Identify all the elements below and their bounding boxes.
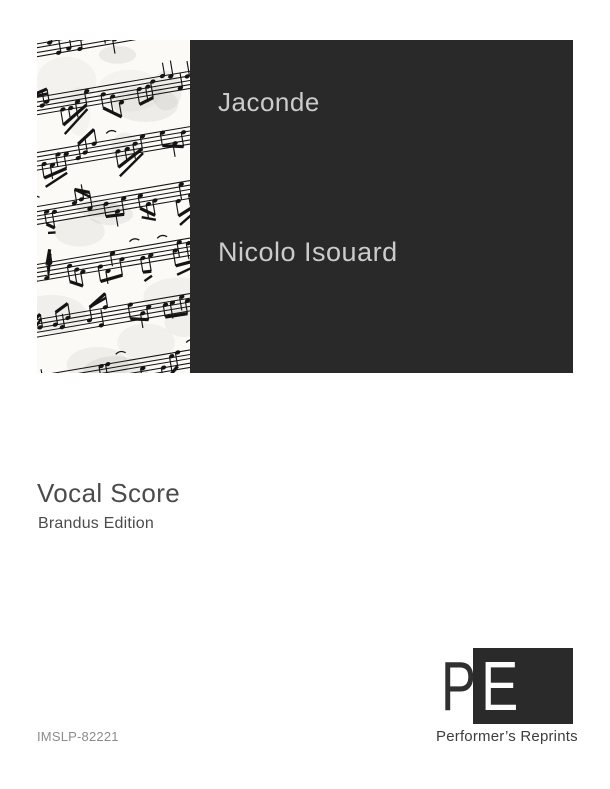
composer-name: Nicolo Isouard (218, 237, 398, 267)
manuscript-art (37, 40, 190, 373)
title-banner (37, 40, 573, 373)
publisher-caption: Performer’s Reprints (436, 728, 578, 745)
catalog-number: IMSLP-82221 (37, 729, 119, 744)
logo-letter-e: E (481, 647, 519, 725)
work-title: Jaconde (218, 87, 320, 117)
score-type-label: Vocal Score (37, 478, 181, 508)
sheet-music-illustration (37, 40, 190, 373)
logo-letter-p: P (441, 647, 477, 725)
edition-label: Brandus Edition (38, 515, 154, 532)
